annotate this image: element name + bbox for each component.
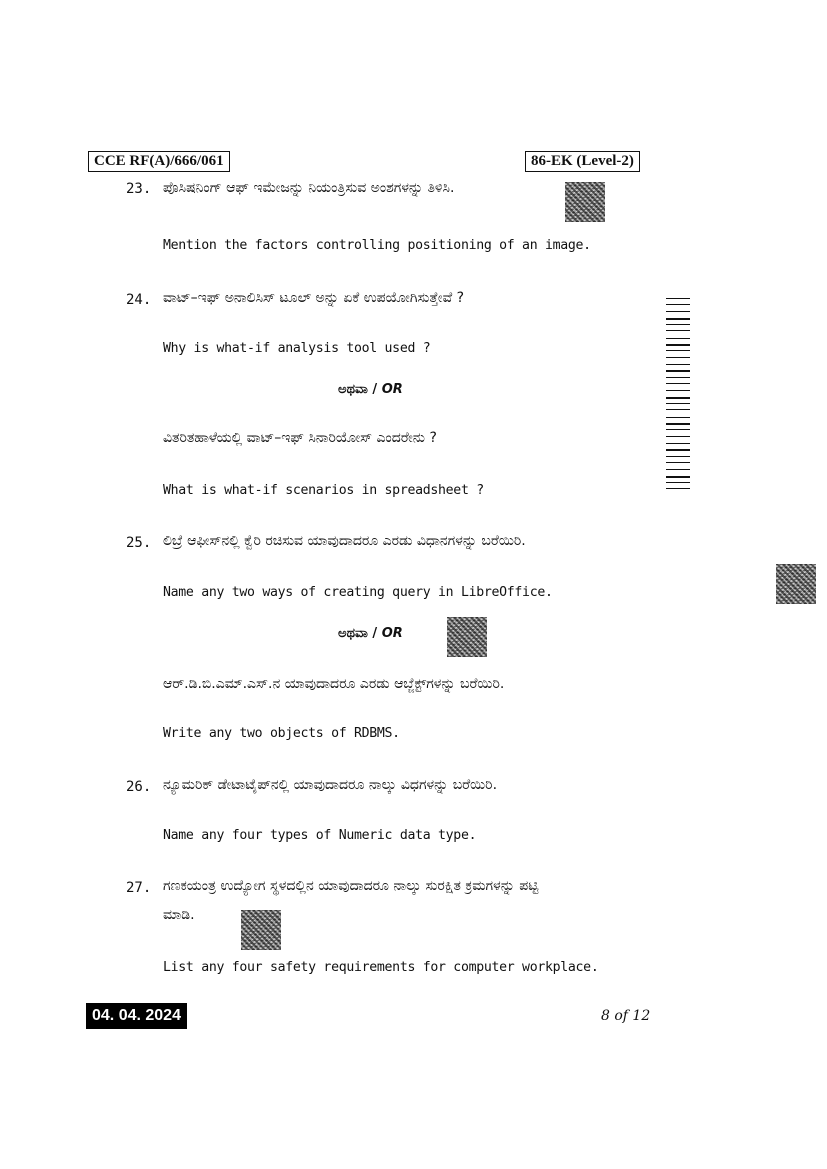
barcode-bar xyxy=(666,330,690,331)
barcode-bar xyxy=(666,344,690,346)
barcode-bar xyxy=(666,377,690,378)
question-text-english: Name any two ways of creating query in LibreOffice. xyxy=(163,585,553,600)
question-text-kannada: ವಾಟ್–ಇಫ್ ಅನಾಲಿಸಿಸ್ ಟೂಲ್ ಅನ್ನು ಏಕೆ ಉಪಯೋಗಿಸುತ್ತೇವೆ ? xyxy=(163,290,465,306)
barcode-bar xyxy=(666,304,690,305)
barcode-icon xyxy=(666,298,690,494)
barcode-bar xyxy=(666,409,690,410)
barcode-bar xyxy=(666,383,690,384)
barcode-bar xyxy=(666,338,690,339)
barcode-bar xyxy=(666,456,690,457)
barcode-bar xyxy=(666,482,690,483)
barcode-bar xyxy=(666,429,690,430)
barcode-bar xyxy=(666,370,690,372)
barcode-bar xyxy=(666,449,690,451)
barcode-bar xyxy=(666,397,690,399)
barcode-bar xyxy=(666,488,690,489)
barcode-bar xyxy=(666,417,690,418)
qr-code-icon xyxy=(241,910,281,950)
barcode-bar xyxy=(666,469,690,470)
or-english: OR xyxy=(381,626,403,641)
or-english: OR xyxy=(381,382,403,397)
or-kannada: ಅಥವಾ xyxy=(338,626,368,641)
qr-code-icon xyxy=(447,617,487,657)
or-divider: ಅಥವಾ / OR xyxy=(338,626,403,641)
question-number: 27. xyxy=(126,880,152,896)
barcode-bar xyxy=(666,390,690,391)
or-divider: ಅಥವಾ / OR xyxy=(338,382,403,397)
question-number: 23. xyxy=(126,181,152,197)
question-text-kannada: ನ್ಯೂಮರಿಕ್ ಡೇಟಾಟೈಪ್‌ನಲ್ಲಿ ಯಾವುದಾದರೂ ನಾಲ್ಕು ವಿಧಗಳನ್ನು ಬರೆಯಿರಿ. xyxy=(163,777,498,793)
barcode-bar xyxy=(666,311,690,312)
barcode-bar xyxy=(666,443,690,444)
barcode-bar xyxy=(666,318,690,320)
alt-question-text-english: Write any two objects of RDBMS. xyxy=(163,726,400,741)
barcode-bar xyxy=(666,324,690,325)
question-text-kannada: ಲಿಬ್ರೆ ಆಫೀಸ್‌ನಲ್ಲಿ ಕ್ವೆರಿ ರಚಿಸುವ ಯಾವುದಾದರೂ ಎರಡು ವಿಧಾನಗಳನ್ನು ಬರೆಯಿರಿ. xyxy=(163,533,526,549)
question-text-english: Mention the factors controlling positioning of an image. xyxy=(163,238,591,253)
question-number: 25. xyxy=(126,535,152,551)
question-text-english: List any four safety requirements for computer workplace. xyxy=(163,960,599,975)
barcode-bar xyxy=(666,423,690,425)
barcode-bar xyxy=(666,476,690,478)
barcode-bar xyxy=(666,298,690,299)
page-number: 8 of 12 xyxy=(601,1008,651,1024)
barcode-bar xyxy=(666,436,690,437)
barcode-bar xyxy=(666,403,690,404)
barcode-bar xyxy=(666,462,690,463)
subject-code: 86-EK (Level-2) xyxy=(525,151,640,172)
question-text-english: Why is what-if analysis tool used ? xyxy=(163,341,431,356)
question-text-kannada-cont: ಮಾಡಿ. xyxy=(163,907,195,923)
question-number: 26. xyxy=(126,779,152,795)
alt-question-text-kannada: ವಿತರಿತಹಾಳೆಯಲ್ಲಿ ವಾಟ್–ಇಫ್ ಸಿನಾರಿಯೋಸ್ ಎಂದರೇನು ? xyxy=(163,430,437,446)
question-text-kannada: ಗಣಕಯಂತ್ರ ಉದ್ಯೋಗ ಸ್ಥಳದಲ್ಲಿನ ಯಾವುದಾದರೂ ನಾಲ್ಕು ಸುರಕ್ಷಿತ ಕ್ರಮಗಳನ್ನು ಪಟ್ಟಿ xyxy=(163,878,539,894)
question-text-kannada: ಪೊಸಿಷನಿಂಗ್ ಆಫ್ ಇಮೇಜನ್ನು ನಿಯಂತ್ರಿಸುವ ಅಂಶಗಳನ್ನು ತಿಳಿಸಿ. xyxy=(163,180,455,196)
qr-code-icon xyxy=(565,182,605,222)
or-kannada: ಅಥವಾ xyxy=(338,382,368,397)
exam-date: 04. 04. 2024 xyxy=(86,1003,187,1029)
paper-code: CCE RF(A)/666/061 xyxy=(88,151,230,172)
question-text-english: Name any four types of Numeric data type. xyxy=(163,828,477,843)
qr-code-icon xyxy=(776,564,816,604)
question-number: 24. xyxy=(126,292,152,308)
barcode-bar xyxy=(666,357,690,358)
alt-question-text-english: What is what-if scenarios in spreadsheet ? xyxy=(163,483,484,498)
barcode-bar xyxy=(666,350,690,351)
barcode-bar xyxy=(666,364,690,365)
alt-question-text-kannada: ಆರ್.ಡಿ.ಬಿ.ಎಮ್.ಎಸ್.ನ ಯಾವುದಾದರೂ ಎರಡು ಆಬ್ಜೆಕ್ಟ್‌ಗಳನ್ನು ಬರೆಯಿರಿ. xyxy=(163,676,505,692)
